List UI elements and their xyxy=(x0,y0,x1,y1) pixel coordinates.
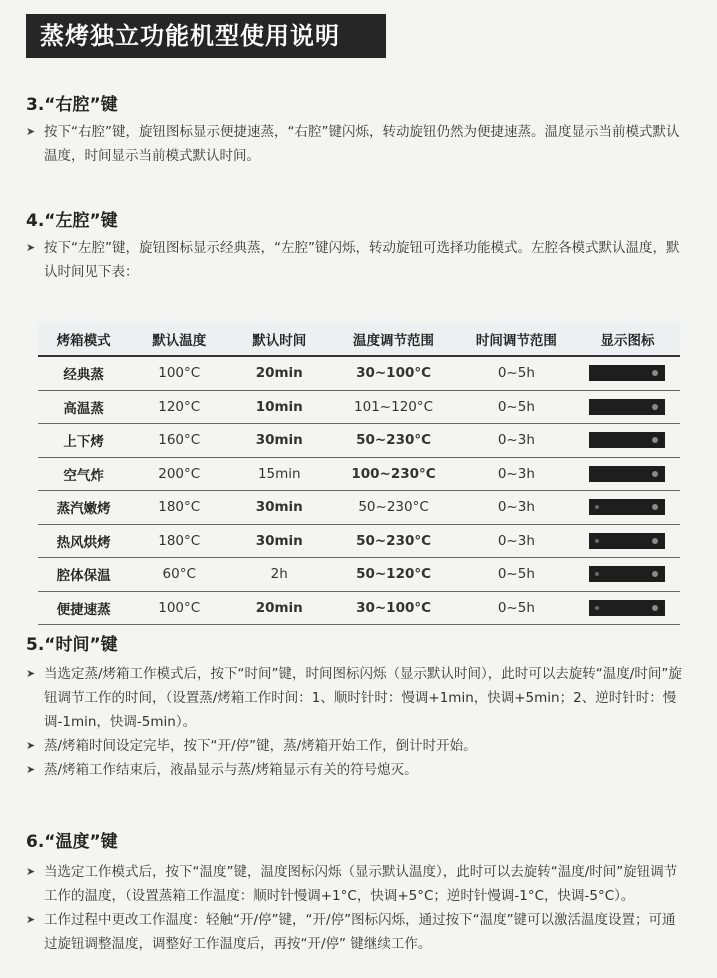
section-6-bullet: ➤ 工作过程中更改工作温度：轻触“开/停”键，“开/停”图标闪烁，通过按下“温度”键可以激活温度设置；可通过旋钮调整温度，调整好工作温度后，再按“开/停” 键继续工作。 xyxy=(26,908,686,956)
table-row xyxy=(38,424,680,458)
cell-time-range: 0~3h xyxy=(458,524,575,558)
table-row xyxy=(38,524,680,558)
section-5-bullet: ➤ 蒸/烤箱工作结束后，液晶显示与蒸/烤箱显示有关的符号熄灭。 xyxy=(26,758,686,782)
cell-mode: 空气炸 xyxy=(38,457,129,491)
mode-table xyxy=(38,323,680,625)
cell-mode: 高温蒸 xyxy=(38,390,129,424)
section-5-bullet: ➤ 蒸/烤箱时间设定完毕，按下“开/停”键，蒸/烤箱开始工作，倒计时开始。 xyxy=(26,734,686,758)
page-title-banner: 蒸烤独立功能机型使用说明 xyxy=(26,14,386,58)
section-6-bullet: ➤ 当选定工作模式后，按下“温度”键，温度图标闪烁（显示默认温度），此时可以去旋转“温度/时间”旋钮调节工作的温度，（设置蒸箱工作温度：顺时针慢调+1°C，快调+5°C；逆时针慢调-1°C，快调-5°C）。 xyxy=(26,860,686,908)
cell-temp-range: 50~230°C xyxy=(329,424,457,458)
section-4-bullet: ➤ 按下“左腔”键，旋钮图标显示经典蒸，“左腔”键闪烁，转动旋钮可选择功能模式。左腔各模式默认温度，默认时间见下表： xyxy=(26,236,686,284)
cell-temp-range: 30~100°C xyxy=(329,356,457,390)
cell-display-icon xyxy=(575,491,680,525)
cell-time-range: 0~5h xyxy=(458,356,575,390)
display-icon xyxy=(589,365,665,381)
section-6-body xyxy=(26,860,686,956)
table-row xyxy=(38,558,680,592)
col-header-temp-range: 温度调节范围 xyxy=(329,323,457,356)
table-row xyxy=(38,491,680,525)
cell-display-icon xyxy=(575,390,680,424)
cell-mode: 便捷速蒸 xyxy=(38,591,129,625)
cell-default-temp: 60°C xyxy=(129,558,229,592)
cell-display-icon xyxy=(575,558,680,592)
bullet-arrow-icon: ➤ xyxy=(26,667,36,680)
bullet-arrow-icon: ➤ xyxy=(26,763,36,776)
cell-display-icon xyxy=(575,424,680,458)
cell-default-time: 30min xyxy=(229,524,329,558)
cell-default-time: 30min xyxy=(229,491,329,525)
col-header-display-icon: 显示图标 xyxy=(575,323,680,356)
col-header-default-temp: 默认温度 xyxy=(129,323,229,356)
cell-time-range: 0~5h xyxy=(458,390,575,424)
display-icon xyxy=(589,399,665,415)
table-row xyxy=(38,591,680,625)
cell-display-icon xyxy=(575,591,680,625)
cell-temp-range: 100~230°C xyxy=(329,457,457,491)
section-5-bullet: ➤ 当选定蒸/烤箱工作模式后，按下“时间”键，时间图标闪烁（显示默认时间），此时可以去旋转“温度/时间”旋钮调节工作的时间，（设置蒸/烤箱工作时间：1、顺时针时：慢调+1min，快调+5min；2、逆时针时：慢调-1min，快调-5min）。 xyxy=(26,662,686,734)
cell-default-time: 20min xyxy=(229,356,329,390)
cell-default-temp: 160°C xyxy=(129,424,229,458)
cell-default-temp: 100°C xyxy=(129,591,229,625)
cell-mode: 腔体保温 xyxy=(38,558,129,592)
cell-default-time: 20min xyxy=(229,591,329,625)
cell-mode: 热风烘烤 xyxy=(38,524,129,558)
cell-mode: 上下烤 xyxy=(38,424,129,458)
cell-default-time: 15min xyxy=(229,457,329,491)
section-3-bullet: ➤ 按下“右腔”键，旋钮图标显示便捷速蒸，“右腔”键闪烁，转动旋钮仍然为便捷速蒸。温度显示当前模式默认温度，时间显示当前模式默认时间。 xyxy=(26,120,686,168)
cell-default-temp: 200°C xyxy=(129,457,229,491)
cell-default-temp: 180°C xyxy=(129,491,229,525)
cell-mode: 蒸汽嫩烤 xyxy=(38,491,129,525)
table-header-row xyxy=(38,323,680,356)
cell-default-temp: 120°C xyxy=(129,390,229,424)
section-4-heading: 4.“左腔”键 xyxy=(26,211,118,231)
bullet-arrow-icon: ➤ xyxy=(26,125,36,138)
bullet-arrow-icon: ➤ xyxy=(26,241,36,254)
cell-time-range: 0~5h xyxy=(458,558,575,592)
cell-default-time: 10min xyxy=(229,390,329,424)
table-row xyxy=(38,390,680,424)
cell-temp-range: 101~120°C xyxy=(329,390,457,424)
cell-display-icon xyxy=(575,356,680,390)
table-row xyxy=(38,356,680,390)
display-icon xyxy=(589,600,665,616)
col-header-mode: 烤箱模式 xyxy=(38,323,129,356)
bullet-arrow-icon: ➤ xyxy=(26,913,36,926)
cell-temp-range: 50~120°C xyxy=(329,558,457,592)
cell-default-time: 30min xyxy=(229,424,329,458)
cell-temp-range: 50~230°C xyxy=(329,524,457,558)
bullet-arrow-icon: ➤ xyxy=(26,739,36,752)
section-5-heading: 5.“时间”键 xyxy=(26,635,118,655)
display-icon xyxy=(589,566,665,582)
cell-default-temp: 180°C xyxy=(129,524,229,558)
display-icon xyxy=(589,466,665,482)
section-4-body xyxy=(26,236,686,284)
cell-temp-range: 30~100°C xyxy=(329,591,457,625)
section-3-body xyxy=(26,120,686,168)
display-icon xyxy=(589,499,665,515)
section-5-body xyxy=(26,662,686,782)
bullet-arrow-icon: ➤ xyxy=(26,865,36,878)
cell-display-icon xyxy=(575,457,680,491)
cell-time-range: 0~3h xyxy=(458,424,575,458)
cell-time-range: 0~3h xyxy=(458,457,575,491)
cell-mode: 经典蒸 xyxy=(38,356,129,390)
cell-temp-range: 50~230°C xyxy=(329,491,457,525)
section-6-heading: 6.“温度”键 xyxy=(26,832,118,852)
display-icon xyxy=(589,432,665,448)
section-3-heading: 3.“右腔”键 xyxy=(26,95,118,115)
cell-default-temp: 100°C xyxy=(129,356,229,390)
cell-display-icon xyxy=(575,524,680,558)
cell-time-range: 0~5h xyxy=(458,591,575,625)
col-header-default-time: 默认时间 xyxy=(229,323,329,356)
cell-default-time: 2h xyxy=(229,558,329,592)
table-row xyxy=(38,457,680,491)
col-header-time-range: 时间调节范围 xyxy=(458,323,575,356)
display-icon xyxy=(589,533,665,549)
cell-time-range: 0~3h xyxy=(458,491,575,525)
